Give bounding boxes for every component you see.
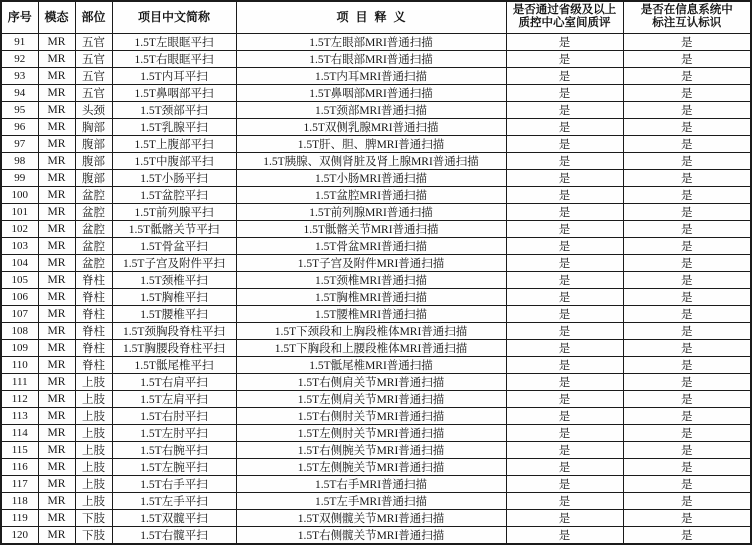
cell-seq: 103	[1, 237, 38, 254]
cell-modality: MR	[38, 492, 75, 509]
cell-mark: 是	[623, 118, 751, 135]
table-row	[1, 407, 751, 424]
cell-mark: 是	[623, 50, 751, 67]
cell-modality: MR	[38, 237, 75, 254]
cell-seq: 113	[1, 407, 38, 424]
table-row	[1, 271, 751, 288]
table-row	[1, 526, 751, 544]
cell-name: 1.5T右肩平扫	[112, 373, 236, 390]
cell-definition: 1.5T骨盆MRI普通扫描	[236, 237, 506, 254]
table-row	[1, 322, 751, 339]
table-row	[1, 373, 751, 390]
cell-qc: 是	[506, 67, 623, 84]
table-row	[1, 288, 751, 305]
table-row	[1, 458, 751, 475]
cell-modality: MR	[38, 33, 75, 50]
cell-qc: 是	[506, 356, 623, 373]
cell-name: 1.5T上腹部平扫	[112, 135, 236, 152]
table-row	[1, 424, 751, 441]
table-row	[1, 84, 751, 101]
cell-definition: 1.5T骶髂关节MRI普通扫描	[236, 220, 506, 237]
cell-qc: 是	[506, 169, 623, 186]
table-row	[1, 509, 751, 526]
cell-mark: 是	[623, 237, 751, 254]
col-header-seq: 序号	[1, 1, 38, 33]
cell-qc: 是	[506, 203, 623, 220]
cell-definition: 1.5T下胸段和上腰段椎体MRI普通扫描	[236, 339, 506, 356]
cell-seq: 93	[1, 67, 38, 84]
cell-part: 脊柱	[75, 339, 112, 356]
header-row	[1, 1, 751, 33]
table-row	[1, 220, 751, 237]
cell-modality: MR	[38, 101, 75, 118]
cell-name: 1.5T乳腺平扫	[112, 118, 236, 135]
cell-qc: 是	[506, 33, 623, 50]
cell-definition: 1.5T小肠MRI普通扫描	[236, 169, 506, 186]
cell-part: 上肢	[75, 458, 112, 475]
cell-definition: 1.5T右手MRI普通扫描	[236, 475, 506, 492]
cell-name: 1.5T左眼眶平扫	[112, 33, 236, 50]
cell-part: 五官	[75, 84, 112, 101]
cell-mark: 是	[623, 271, 751, 288]
cell-seq: 97	[1, 135, 38, 152]
table-row	[1, 441, 751, 458]
cell-qc: 是	[506, 271, 623, 288]
cell-qc: 是	[506, 424, 623, 441]
cell-mark: 是	[623, 186, 751, 203]
cell-definition: 1.5T鼻咽部MRI普通扫描	[236, 84, 506, 101]
cell-modality: MR	[38, 458, 75, 475]
cell-modality: MR	[38, 390, 75, 407]
cell-modality: MR	[38, 424, 75, 441]
cell-seq: 120	[1, 526, 38, 544]
cell-part: 上肢	[75, 441, 112, 458]
cell-modality: MR	[38, 526, 75, 544]
cell-seq: 108	[1, 322, 38, 339]
cell-mark: 是	[623, 458, 751, 475]
table-row	[1, 135, 751, 152]
cell-qc: 是	[506, 441, 623, 458]
cell-name: 1.5T右肘平扫	[112, 407, 236, 424]
cell-definition: 1.5T右眼部MRI普通扫描	[236, 50, 506, 67]
cell-definition: 1.5T下颈段和上胸段椎体MRI普通扫描	[236, 322, 506, 339]
cell-part: 脊柱	[75, 288, 112, 305]
col-header-qc-line1: 是否通过省级及以上	[512, 3, 617, 16]
cell-part: 腹部	[75, 135, 112, 152]
cell-modality: MR	[38, 475, 75, 492]
cell-part: 上肢	[75, 373, 112, 390]
cell-definition: 1.5T肝、胆、脾MRI普通扫描	[236, 135, 506, 152]
cell-seq: 95	[1, 101, 38, 118]
cell-seq: 105	[1, 271, 38, 288]
cell-name: 1.5T鼻咽部平扫	[112, 84, 236, 101]
cell-name: 1.5T盆腔平扫	[112, 186, 236, 203]
cell-mark: 是	[623, 135, 751, 152]
cell-qc: 是	[506, 237, 623, 254]
cell-definition: 1.5T左侧肘关节MRI普通扫描	[236, 424, 506, 441]
cell-name: 1.5T左肩平扫	[112, 390, 236, 407]
cell-definition: 1.5T颈部MRI普通扫描	[236, 101, 506, 118]
cell-mark: 是	[623, 254, 751, 271]
table-row	[1, 390, 751, 407]
cell-seq: 91	[1, 33, 38, 50]
cell-name: 1.5T颈部平扫	[112, 101, 236, 118]
cell-definition: 1.5T左手MRI普通扫描	[236, 492, 506, 509]
cell-qc: 是	[506, 220, 623, 237]
cell-definition: 1.5T双侧髋关节MRI普通扫描	[236, 509, 506, 526]
cell-modality: MR	[38, 305, 75, 322]
cell-definition: 1.5T骶尾椎MRI普通扫描	[236, 356, 506, 373]
table-row	[1, 118, 751, 135]
table-row	[1, 475, 751, 492]
col-header-name-cn: 项目中文简称	[112, 1, 236, 33]
table-row	[1, 339, 751, 356]
table-row	[1, 305, 751, 322]
cell-mark: 是	[623, 305, 751, 322]
cell-definition: 1.5T胰腺、双侧肾脏及肾上腺MRI普通扫描	[236, 152, 506, 169]
cell-modality: MR	[38, 203, 75, 220]
cell-definition: 1.5T左侧肩关节MRI普通扫描	[236, 390, 506, 407]
cell-part: 脊柱	[75, 305, 112, 322]
cell-mark: 是	[623, 492, 751, 509]
cell-name: 1.5T右手平扫	[112, 475, 236, 492]
cell-qc: 是	[506, 152, 623, 169]
cell-modality: MR	[38, 152, 75, 169]
cell-seq: 102	[1, 220, 38, 237]
cell-mark: 是	[623, 322, 751, 339]
cell-name: 1.5T骶髂关节平扫	[112, 220, 236, 237]
cell-qc: 是	[506, 186, 623, 203]
cell-qc: 是	[506, 288, 623, 305]
cell-modality: MR	[38, 186, 75, 203]
cell-part: 脊柱	[75, 322, 112, 339]
cell-qc: 是	[506, 254, 623, 271]
cell-definition: 1.5T左眼部MRI普通扫描	[236, 33, 506, 50]
cell-definition: 1.5T胸椎MRI普通扫描	[236, 288, 506, 305]
cell-seq: 114	[1, 424, 38, 441]
col-header-part: 部位	[75, 1, 112, 33]
cell-seq: 116	[1, 458, 38, 475]
table-row	[1, 237, 751, 254]
cell-mark: 是	[623, 424, 751, 441]
cell-mark: 是	[623, 407, 751, 424]
table-header	[1, 1, 751, 33]
cell-seq: 104	[1, 254, 38, 271]
cell-part: 下肢	[75, 509, 112, 526]
cell-mark: 是	[623, 526, 751, 544]
cell-definition: 1.5T前列腺MRI普通扫描	[236, 203, 506, 220]
cell-seq: 92	[1, 50, 38, 67]
cell-seq: 94	[1, 84, 38, 101]
cell-name: 1.5T左腕平扫	[112, 458, 236, 475]
cell-seq: 106	[1, 288, 38, 305]
cell-seq: 99	[1, 169, 38, 186]
cell-name: 1.5T左手平扫	[112, 492, 236, 509]
cell-modality: MR	[38, 356, 75, 373]
cell-part: 下肢	[75, 526, 112, 544]
cell-mark: 是	[623, 509, 751, 526]
cell-seq: 96	[1, 118, 38, 135]
cell-seq: 107	[1, 305, 38, 322]
cell-modality: MR	[38, 135, 75, 152]
cell-part: 腹部	[75, 169, 112, 186]
cell-mark: 是	[623, 220, 751, 237]
cell-mark: 是	[623, 101, 751, 118]
col-header-mark-line1: 是否在信息系统中	[640, 3, 733, 16]
cell-seq: 115	[1, 441, 38, 458]
cell-part: 盆腔	[75, 220, 112, 237]
cell-name: 1.5T子宫及附件平扫	[112, 254, 236, 271]
cell-seq: 111	[1, 373, 38, 390]
cell-definition: 1.5T右侧肘关节MRI普通扫描	[236, 407, 506, 424]
cell-definition: 1.5T左侧腕关节MRI普通扫描	[236, 458, 506, 475]
table-row	[1, 186, 751, 203]
cell-part: 五官	[75, 50, 112, 67]
table-row	[1, 101, 751, 118]
col-header-definition: 项目释义	[236, 1, 506, 33]
cell-qc: 是	[506, 373, 623, 390]
cell-name: 1.5T右眼眶平扫	[112, 50, 236, 67]
cell-name: 1.5T中腹部平扫	[112, 152, 236, 169]
cell-part: 上肢	[75, 475, 112, 492]
cell-modality: MR	[38, 118, 75, 135]
cell-definition: 1.5T腰椎MRI普通扫描	[236, 305, 506, 322]
cell-part: 盆腔	[75, 254, 112, 271]
cell-modality: MR	[38, 169, 75, 186]
cell-definition: 1.5T右侧肩关节MRI普通扫描	[236, 373, 506, 390]
cell-name: 1.5T内耳平扫	[112, 67, 236, 84]
cell-name: 1.5T左肘平扫	[112, 424, 236, 441]
cell-qc: 是	[506, 492, 623, 509]
cell-part: 上肢	[75, 407, 112, 424]
cell-name: 1.5T前列腺平扫	[112, 203, 236, 220]
col-header-mark-flag	[623, 1, 751, 33]
cell-seq: 101	[1, 203, 38, 220]
table-row	[1, 67, 751, 84]
cell-modality: MR	[38, 288, 75, 305]
cell-mark: 是	[623, 84, 751, 101]
table-row	[1, 169, 751, 186]
cell-qc: 是	[506, 118, 623, 135]
cell-qc: 是	[506, 526, 623, 544]
table-row	[1, 203, 751, 220]
cell-qc: 是	[506, 305, 623, 322]
cell-modality: MR	[38, 50, 75, 67]
cell-mark: 是	[623, 152, 751, 169]
cell-name: 1.5T胸椎平扫	[112, 288, 236, 305]
cell-modality: MR	[38, 67, 75, 84]
cell-mark: 是	[623, 203, 751, 220]
cell-modality: MR	[38, 254, 75, 271]
cell-name: 1.5T小肠平扫	[112, 169, 236, 186]
cell-part: 五官	[75, 67, 112, 84]
cell-qc: 是	[506, 475, 623, 492]
table-row	[1, 356, 751, 373]
cell-modality: MR	[38, 509, 75, 526]
cell-seq: 110	[1, 356, 38, 373]
cell-part: 腹部	[75, 152, 112, 169]
cell-mark: 是	[623, 475, 751, 492]
cell-part: 盆腔	[75, 237, 112, 254]
cell-definition: 1.5T双侧乳腺MRI普通扫描	[236, 118, 506, 135]
cell-part: 上肢	[75, 390, 112, 407]
cell-seq: 119	[1, 509, 38, 526]
cell-name: 1.5T双髋平扫	[112, 509, 236, 526]
cell-qc: 是	[506, 101, 623, 118]
cell-qc: 是	[506, 84, 623, 101]
cell-part: 上肢	[75, 424, 112, 441]
cell-qc: 是	[506, 135, 623, 152]
col-header-qc-line2: 质控中心室间质评	[518, 17, 611, 30]
cell-mark: 是	[623, 169, 751, 186]
cell-definition: 1.5T子宫及附件MRI普通扫描	[236, 254, 506, 271]
cell-modality: MR	[38, 322, 75, 339]
col-header-modality: 模态	[38, 1, 75, 33]
cell-seq: 109	[1, 339, 38, 356]
cell-qc: 是	[506, 339, 623, 356]
cell-seq: 98	[1, 152, 38, 169]
cell-name: 1.5T颈椎平扫	[112, 271, 236, 288]
cell-definition: 1.5T右侧腕关节MRI普通扫描	[236, 441, 506, 458]
cell-seq: 112	[1, 390, 38, 407]
table-row	[1, 33, 751, 50]
table-row	[1, 492, 751, 509]
cell-definition: 1.5T盆腔MRI普通扫描	[236, 186, 506, 203]
cell-mark: 是	[623, 390, 751, 407]
cell-name: 1.5T腰椎平扫	[112, 305, 236, 322]
cell-mark: 是	[623, 33, 751, 50]
cell-definition: 1.5T颈椎MRI普通扫描	[236, 271, 506, 288]
cell-part: 五官	[75, 33, 112, 50]
cell-qc: 是	[506, 458, 623, 475]
cell-part: 头颈	[75, 101, 112, 118]
cell-seq: 118	[1, 492, 38, 509]
cell-mark: 是	[623, 441, 751, 458]
cell-modality: MR	[38, 84, 75, 101]
col-header-qc-passed	[506, 1, 623, 33]
cell-modality: MR	[38, 220, 75, 237]
cell-definition: 1.5T内耳MRI普通扫描	[236, 67, 506, 84]
cell-name: 1.5T颈胸段脊柱平扫	[112, 322, 236, 339]
cell-name: 1.5T右腕平扫	[112, 441, 236, 458]
cell-name: 1.5T右髋平扫	[112, 526, 236, 544]
table-body	[1, 33, 751, 544]
cell-part: 上肢	[75, 492, 112, 509]
cell-qc: 是	[506, 509, 623, 526]
cell-mark: 是	[623, 67, 751, 84]
cell-part: 盆腔	[75, 186, 112, 203]
cell-mark: 是	[623, 373, 751, 390]
cell-name: 1.5T骶尾椎平扫	[112, 356, 236, 373]
cell-part: 胸部	[75, 118, 112, 135]
cell-seq: 117	[1, 475, 38, 492]
cell-modality: MR	[38, 441, 75, 458]
cell-qc: 是	[506, 407, 623, 424]
cell-mark: 是	[623, 288, 751, 305]
table-row	[1, 50, 751, 67]
cell-modality: MR	[38, 407, 75, 424]
cell-qc: 是	[506, 50, 623, 67]
col-header-mark-line2: 标注互认标识	[652, 17, 722, 30]
cell-part: 盆腔	[75, 203, 112, 220]
table-row	[1, 152, 751, 169]
cell-part: 脊柱	[75, 356, 112, 373]
cell-part: 脊柱	[75, 271, 112, 288]
cell-modality: MR	[38, 339, 75, 356]
cell-definition: 1.5T右侧髋关节MRI普通扫描	[236, 526, 506, 544]
cell-modality: MR	[38, 271, 75, 288]
cell-name: 1.5T胸腰段脊柱平扫	[112, 339, 236, 356]
cell-name: 1.5T骨盆平扫	[112, 237, 236, 254]
cell-seq: 100	[1, 186, 38, 203]
cell-modality: MR	[38, 373, 75, 390]
cell-qc: 是	[506, 390, 623, 407]
cell-qc: 是	[506, 322, 623, 339]
table-row	[1, 254, 751, 271]
cell-mark: 是	[623, 356, 751, 373]
cell-mark: 是	[623, 339, 751, 356]
